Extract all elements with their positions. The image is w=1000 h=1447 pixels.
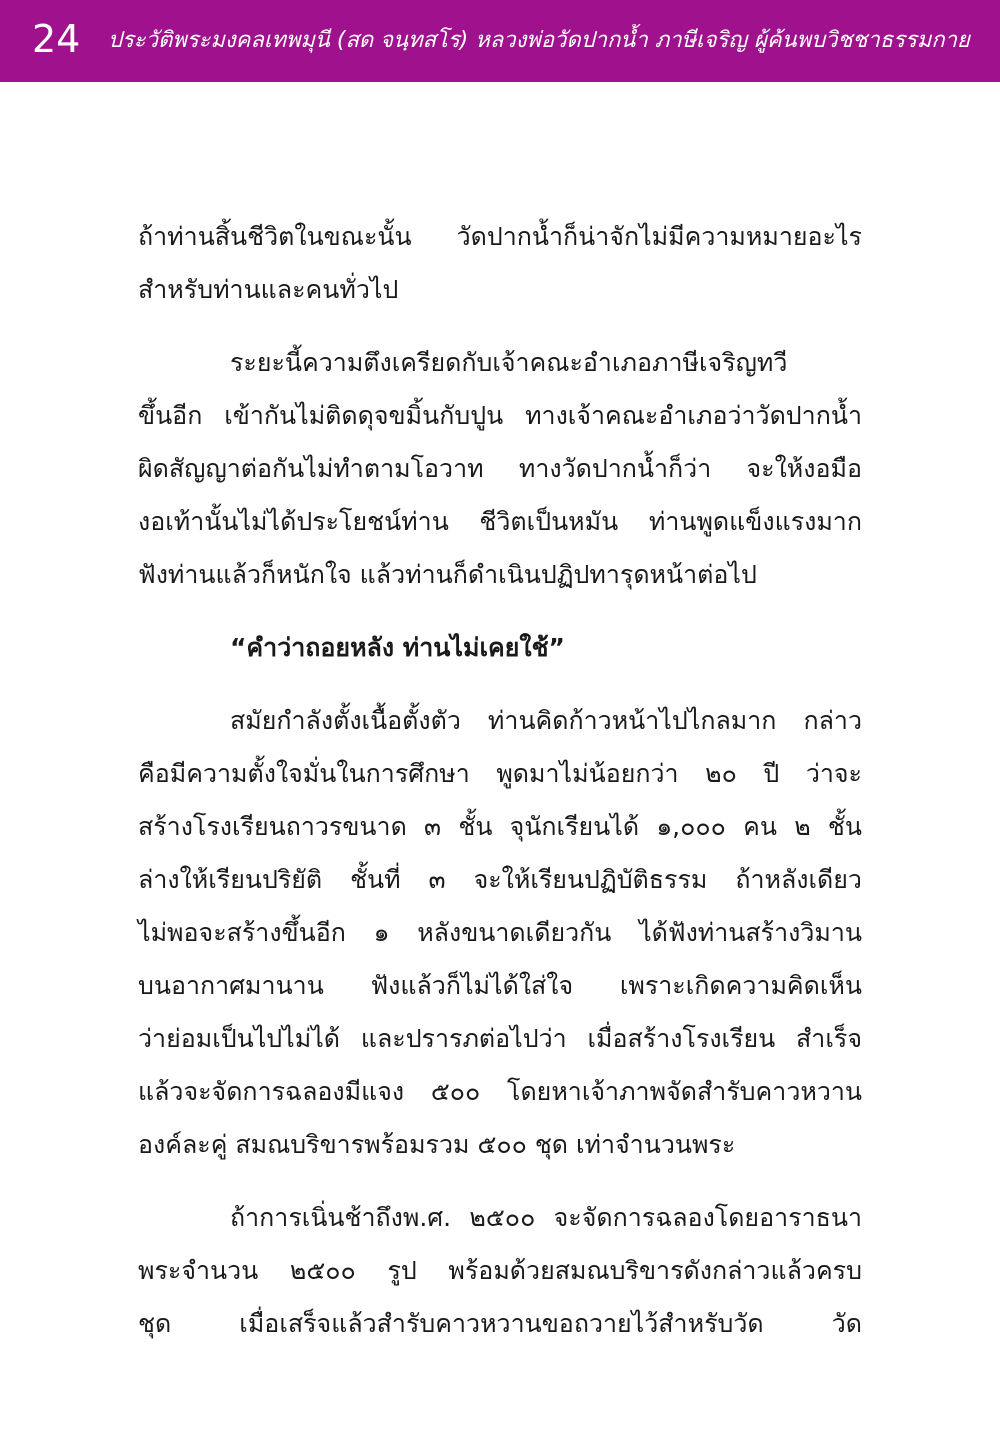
page-number: 24	[32, 17, 81, 61]
text-line: แล้วจะจัดการฉลองมีแจง ๕๐๐ โดยหาเจ้าภาพจัดสำรับคาวหวาน	[138, 1077, 862, 1106]
body-text	[138, 210, 862, 1370]
text-line: พระจำนวน ๒๕๐๐ รูป พร้อมด้วยสมณบริขารดังกล่าวแล้วครบ	[138, 1256, 862, 1285]
paragraph	[138, 694, 862, 1171]
text-line: ถ้าการเนิ่นช้าถึงพ.ศ. ๒๕๐๐ จะจัดการฉลองโดยอาราธนา	[230, 1203, 862, 1232]
text-line: องค์ละคู่ สมณบริขารพร้อมรวม ๕๐๐ ชุด เท่าจำนวนพระ	[138, 1130, 736, 1159]
text-line: ล่างให้เรียนปริยัติ ชั้นที่ ๓ จะให้เรียนปฏิบัติธรรม ถ้าหลังเดียว	[138, 865, 862, 894]
text-line: ขึ้นอีก เข้ากันไม่ติดดุจขมิ้นกับปูน ทางเจ้าคณะอำเภอว่าวัดปากน้ำ	[138, 401, 862, 430]
text-line: สำหรับท่านและคนทั่วไป	[138, 275, 399, 304]
text-line: ชุด เมื่อเสร็จแล้วสำรับคาวหวานขอถวายไว้สำหรับวัด วัด	[138, 1309, 862, 1338]
paragraph	[138, 1191, 862, 1350]
text-line: ฟังท่านแล้วก็หนักใจ แล้วท่านก็ดำเนินปฏิปทารุดหน้าต่อไป	[138, 560, 757, 589]
text-line: ระยะนี้ความตึงเครียดกับเจ้าคณะอำเภอภาษีเจริญทวี	[230, 348, 788, 377]
paragraph	[138, 210, 862, 316]
text-line: ผิดสัญญาต่อกันไม่ทำตามโอวาท ทางวัดปากน้ำก็ว่า จะให้งอมือ	[138, 454, 862, 483]
text-line: ว่าย่อมเป็นไปไม่ได้ และปรารภต่อไปว่า เมื่อสร้างโรงเรียน สำเร็จ	[138, 1024, 862, 1053]
text-line: สมัยกำลังตั้งเนื้อตั้งตัว ท่านคิดก้าวหน้าไปไกลมาก กล่าว	[230, 706, 862, 735]
text-line: คือมีความตั้งใจมั่นในการศึกษา พูดมาไม่น้อยกว่า ๒๐ ปี ว่าจะ	[138, 759, 862, 788]
text-line: สร้างโรงเรียนถาวรขนาด ๓ ชั้น จุนักเรียนได้ ๑,๐๐๐ คน ๒ ชั้น	[138, 812, 862, 841]
running-title: ประวัติพระมงคลเทพมุนี (สด จนฺทสโร) หลวงพ่อวัดปากน้ำ ภาษีเจริญ ผู้ค้นพบวิชชาธรรมกาย	[108, 28, 970, 53]
paragraph	[138, 336, 862, 601]
section-heading: “คำว่าถอยหลัง ท่านไม่เคยใช้”	[230, 633, 565, 662]
text-line: บนอากาศมานาน ฟังแล้วก็ไม่ได้ใส่ใจ เพราะเกิดความคิดเห็น	[138, 971, 862, 1000]
text-line: งอเท้านั้นไม่ได้ประโยชน์ท่าน ชีวิตเป็นหมัน ท่านพูดแข็งแรงมาก	[138, 507, 862, 536]
text-line: ไม่พอจะสร้างขึ้นอีก ๑ หลังขนาดเดียวกัน ได้ฟังท่านสร้างวิมาน	[138, 918, 862, 947]
page-header	[0, 0, 1000, 82]
text-line: ถ้าท่านสิ้นชีวิตในขณะนั้น วัดปากน้ำก็น่าจักไม่มีความหมายอะไร	[138, 222, 862, 251]
